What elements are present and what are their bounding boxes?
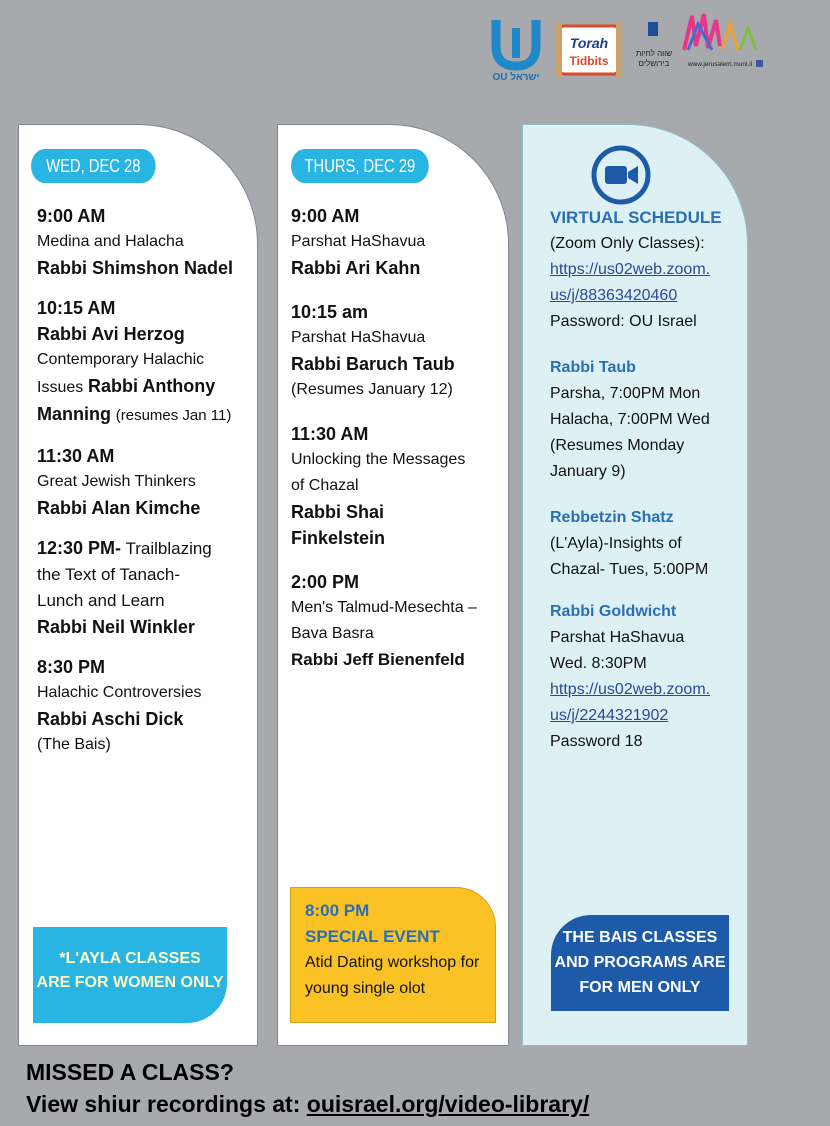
wednesday-column: [18, 124, 258, 1046]
day-pill-wed: WED, DEC 28: [31, 149, 156, 183]
zoom-link-2[interactable]: us/j/2244321902: [550, 707, 669, 724]
session-note: (The Bais): [37, 736, 111, 753]
virtual-intro: [550, 205, 737, 335]
session-rabbi: Rabbi Shai: [291, 502, 385, 522]
thurs-session-4: [291, 569, 498, 673]
session-note: (resumes Jan 11): [115, 407, 232, 424]
session-time: 10:15 am: [291, 302, 369, 322]
class-detail: Parshat HaShavua: [550, 629, 685, 646]
zoom-video-icon: [591, 145, 651, 205]
svg-text:Torah: Torah: [569, 35, 609, 51]
session-topic: Halachic Controversies: [37, 684, 202, 701]
session-topic: Men's Talmud-Mesechta –: [291, 599, 477, 616]
facebook-icon: [756, 60, 763, 67]
session-time: 10:15 AM: [37, 298, 116, 318]
rabbi-name: Rebbetzin Shatz: [550, 509, 674, 526]
wed-session-3: [37, 443, 247, 521]
session-rabbi: Manning: [37, 404, 111, 424]
notice-line: *L'AYLA CLASSES: [59, 950, 201, 967]
svg-text:Tidbits: Tidbits: [569, 54, 609, 68]
session-topic: Lunch and Learn: [37, 591, 165, 610]
notice-line: ARE FOR WOMEN ONLY: [36, 974, 224, 991]
session-rabbi: Rabbi Anthony: [87, 376, 216, 396]
wed-session-4: [37, 535, 247, 640]
notice-line: THE BAIS CLASSES: [562, 929, 718, 946]
session-rabbi: Rabbi Ari Kahn: [291, 258, 421, 278]
session-rabbi: Rabbi Jeff Bienenfeld: [291, 650, 465, 669]
goldwicht-block: [550, 599, 737, 755]
session-rabbi: Finkelstein: [291, 528, 386, 548]
virtual-subtitle: (Zoom Only Classes):: [550, 235, 705, 252]
virtual-title: VIRTUAL SCHEDULE: [550, 208, 722, 227]
session-time: 12:30 PM-: [37, 538, 122, 558]
class-detail: (Resumes Monday: [550, 437, 685, 454]
svg-text:OU ישראל: OU ישראל: [492, 72, 540, 83]
footer-recordings-line: [26, 1088, 589, 1120]
wed-session-2: [37, 295, 247, 429]
event-description: young single olot: [305, 980, 426, 997]
zoom-link-1[interactable]: https://us02web.zoom.: [550, 261, 711, 278]
svg-text:שווה לחיות: שווה לחיות: [635, 49, 673, 58]
session-time: 9:00 AM: [291, 206, 360, 226]
women-only-notice: [33, 927, 227, 1023]
taub-block: [550, 355, 737, 485]
session-topic: Medina and Halacha: [37, 233, 184, 250]
session-rabbi: Rabbi Avi Herzog: [37, 324, 185, 344]
session-topic: Bava Basra: [291, 625, 374, 642]
thursday-column: [277, 124, 509, 1046]
special-event-box: [290, 887, 496, 1023]
thurs-session-1: [291, 203, 498, 281]
class-detail: Parsha, 7:00PM Mon: [550, 385, 701, 402]
notice-line: AND PROGRAMS ARE: [554, 954, 726, 971]
rabbi-name: Rabbi Taub: [550, 359, 636, 376]
session-topic: of Chazal: [291, 477, 359, 494]
session-time: 11:30 AM: [37, 446, 115, 466]
wed-session-5: [37, 654, 247, 758]
class-detail: Chazal- Tues, 5:00PM: [550, 561, 709, 578]
jerusalem-municipality-logo: [634, 10, 774, 82]
footer-prefix: View shiur recordings at:: [26, 1091, 307, 1117]
men-only-notice: [551, 915, 729, 1011]
svg-text:בירושלים: בירושלים: [638, 59, 670, 68]
session-topic: Contemporary Halachic: [37, 351, 205, 368]
session-rabbi: Rabbi Shimshon Nadel: [37, 258, 234, 278]
session-time: 2:00 PM: [291, 572, 360, 592]
shatz-block: [550, 505, 737, 583]
session-time: 9:00 AM: [37, 206, 106, 226]
session-topic: Great Jewish Thinkers: [37, 473, 196, 490]
session-topic: the Text of Tanach-: [37, 565, 181, 584]
event-title: SPECIAL EVENT: [305, 927, 440, 946]
thurs-session-2: [291, 299, 498, 403]
footer-heading: MISSED A CLASS?: [26, 1059, 234, 1085]
thurs-session-3: [291, 421, 498, 551]
session-rabbi: Rabbi Aschi Dick: [37, 709, 184, 729]
svg-text:www.jerusalem.muni.il: www.jerusalem.muni.il: [687, 61, 753, 68]
session-topic: Parshat HaShavua: [291, 329, 426, 346]
zoom-link-1[interactable]: us/j/88363420460: [550, 287, 678, 304]
session-note: (Resumes January 12): [291, 381, 453, 398]
rabbi-name: Rabbi Goldwicht: [550, 603, 677, 620]
wed-session-1: [37, 203, 247, 281]
ou-israel-logo: [488, 14, 544, 84]
zoom-password: Password: OU Israel: [550, 313, 697, 330]
session-rabbi: Rabbi Alan Kimche: [37, 498, 201, 518]
class-detail: Halacha, 7:00PM Wed: [550, 411, 710, 428]
session-rabbi: Rabbi Neil Winkler: [37, 617, 195, 637]
event-description: Atid Dating workshop for: [305, 954, 480, 971]
torah-tidbits-logo: [554, 18, 624, 82]
zoom-link-2[interactable]: https://us02web.zoom.: [550, 681, 711, 698]
day-pill-thurs: THURS, DEC 29: [291, 149, 429, 183]
thurs-schedule: [291, 203, 498, 687]
logo-bar: [488, 10, 778, 85]
class-detail: Wed. 8:30PM: [550, 655, 647, 672]
video-library-link[interactable]: ouisrael.org/video-library/: [306, 1091, 590, 1117]
virtual-schedule: [550, 205, 737, 769]
virtual-schedule-column: [522, 124, 748, 1046]
zoom-password: Password 18: [550, 733, 643, 750]
class-detail: January 9): [550, 463, 626, 480]
session-time: 8:30 PM: [37, 657, 106, 677]
session-topic: Unlocking the Messages: [291, 451, 466, 468]
notice-line: FOR MEN ONLY: [579, 979, 701, 996]
session-time: 11:30 AM: [291, 424, 369, 444]
session-topic: Trailblazing: [125, 539, 212, 558]
session-topic: Issues: [37, 379, 84, 396]
session-rabbi: Rabbi Baruch Taub: [291, 354, 455, 374]
footer: [26, 1056, 589, 1120]
class-detail: (L'Ayla)-Insights of: [550, 535, 682, 552]
session-topic: Parshat HaShavua: [291, 233, 426, 250]
wed-schedule: [37, 203, 247, 772]
event-time: 8:00 PM: [305, 901, 370, 920]
